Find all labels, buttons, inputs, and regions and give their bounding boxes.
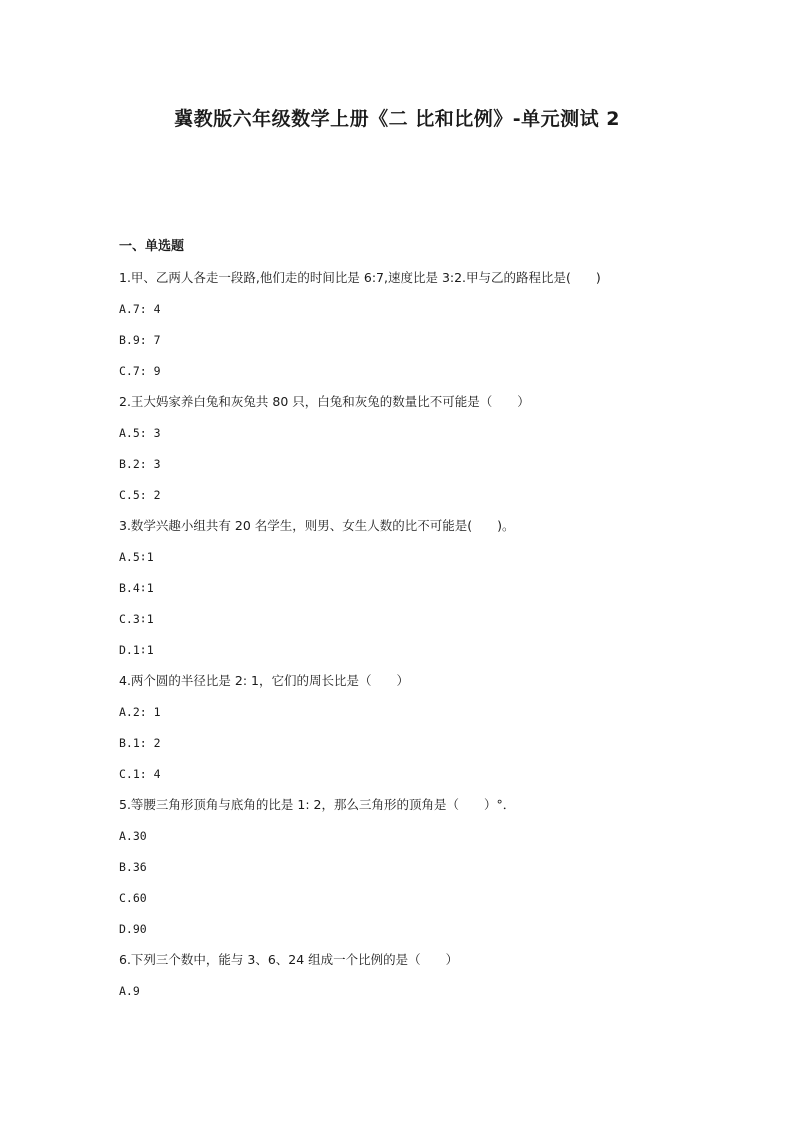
- option-c: C.7: 9: [119, 364, 161, 378]
- option-c: C.3∶1: [119, 612, 154, 626]
- question-6: [119, 949, 739, 1011]
- option-a: A.2: 1: [119, 705, 161, 719]
- question-stem: 4.两个圆的半径比是 2: 1，它们的周长比是（ ）: [119, 673, 409, 688]
- page-title: 冀教版六年级数学上册《二 比和比例》-单元测试 2: [174, 108, 620, 130]
- option-b: B.36: [119, 860, 147, 874]
- document-body: [119, 236, 739, 1011]
- option-b: B.9: 7: [119, 333, 161, 347]
- option-d: D.90: [119, 922, 147, 936]
- question-4: [119, 670, 739, 794]
- question-stem: 6.下列三个数中，能与 3、6、24 组成一个比例的是（ ）: [119, 952, 459, 967]
- section-heading: 一、单选题: [119, 239, 185, 254]
- option-d: D.1∶1: [119, 643, 154, 657]
- option-c: C.1: 4: [119, 767, 161, 781]
- question-stem: 2.王大妈家养白兔和灰兔共 80 只，白兔和灰兔的数量比不可能是（ ）: [119, 394, 530, 409]
- option-b: B.4∶1: [119, 581, 154, 595]
- option-c: C.60: [119, 891, 147, 905]
- option-a: A.9: [119, 984, 140, 998]
- question-stem: 5.等腰三角形顶角与底角的比是 1: 2，那么三角形的顶角是（ ）°．: [119, 797, 516, 812]
- option-a: A.5: 3: [119, 426, 161, 440]
- option-b: B.1: 2: [119, 736, 161, 750]
- question-3: [119, 515, 739, 670]
- option-a: A.30: [119, 829, 147, 843]
- question-stem: 3.数学兴趣小组共有 20 名学生，则男、女生人数的比不可能是( )。: [119, 518, 515, 533]
- question-5: [119, 794, 739, 949]
- question-1: [119, 267, 739, 391]
- question-2: [119, 391, 739, 515]
- option-c: C.5: 2: [119, 488, 161, 502]
- option-a: A.5∶1: [119, 550, 154, 564]
- option-b: B.2: 3: [119, 457, 161, 471]
- question-stem: 1.甲、乙两人各走一段路,他们走的时间比是 6:7,速度比是 3:2.甲与乙的路程比是( ): [119, 270, 601, 285]
- option-a: A.7: 4: [119, 302, 161, 316]
